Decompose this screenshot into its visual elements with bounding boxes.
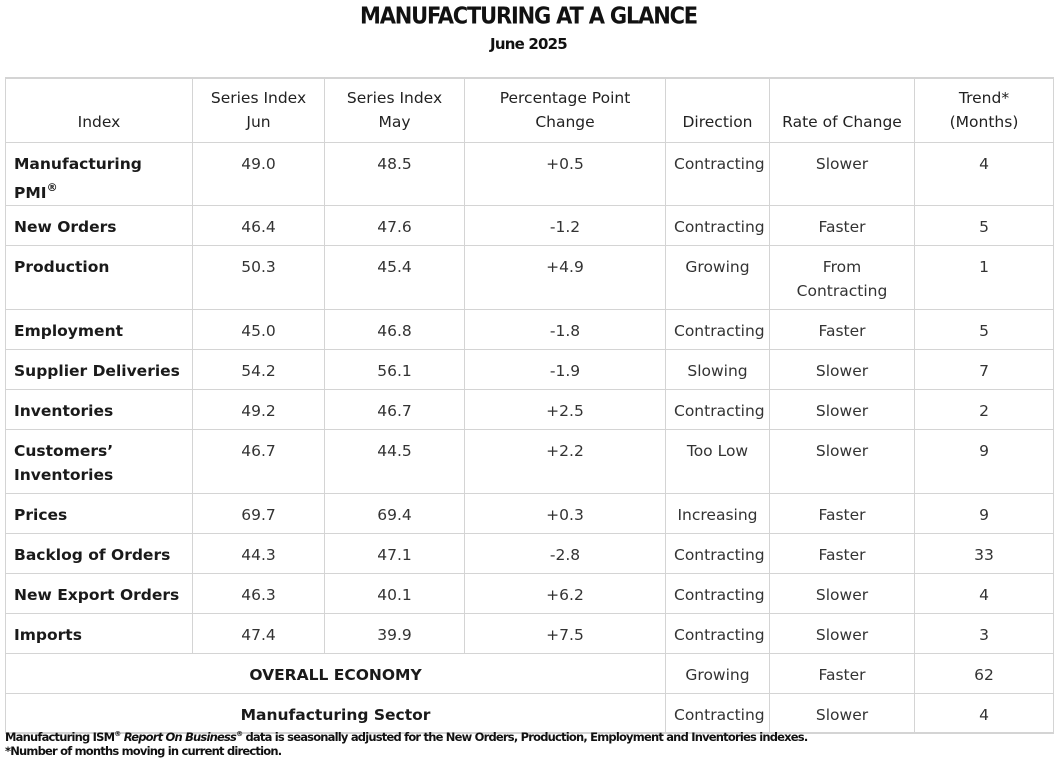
- cell-direction: Contracting: [666, 693, 770, 733]
- cell-trend: 33: [915, 533, 1054, 573]
- header-change: Percentage Point Change: [465, 78, 666, 142]
- table-header-row: [6, 78, 1054, 142]
- cell-change: -1.8: [465, 309, 666, 349]
- summary-row-overall-economy: [6, 653, 1054, 693]
- header-direction: Direction: [666, 78, 770, 142]
- row-index-label: Inventories: [6, 389, 193, 429]
- page-title: MANUFACTURING AT A GLANCE: [360, 3, 697, 29]
- cell-direction: Contracting: [666, 533, 770, 573]
- cell-direction: Contracting: [666, 613, 770, 653]
- table-row: [6, 389, 1054, 429]
- cell-jun: 50.3: [193, 245, 325, 309]
- header-series-may: Series Index May: [325, 78, 465, 142]
- summary-label: Manufacturing Sector: [6, 693, 666, 733]
- cell-direction: Contracting: [666, 205, 770, 245]
- cell-jun: 45.0: [193, 309, 325, 349]
- cell-jun: 46.4: [193, 205, 325, 245]
- cell-jun: 46.3: [193, 573, 325, 613]
- table-row: [6, 533, 1054, 573]
- cell-trend: 9: [915, 493, 1054, 533]
- cell-change: +2.5: [465, 389, 666, 429]
- cell-rate: Faster: [770, 493, 915, 533]
- cell-may: 69.4: [325, 493, 465, 533]
- cell-direction: Contracting: [666, 309, 770, 349]
- cell-may: 40.1: [325, 573, 465, 613]
- cell-change: +4.9: [465, 245, 666, 309]
- cell-jun: 54.2: [193, 349, 325, 389]
- cell-rate: Faster: [770, 309, 915, 349]
- table-row: [6, 142, 1054, 205]
- cell-rate: Slower: [770, 349, 915, 389]
- cell-rate: Slower: [770, 573, 915, 613]
- cell-trend: 4: [915, 573, 1054, 613]
- cell-trend: 1: [915, 245, 1054, 309]
- summary-label: OVERALL ECONOMY: [6, 653, 666, 693]
- row-index-label: New Export Orders: [6, 573, 193, 613]
- cell-trend: 4: [915, 693, 1054, 733]
- manufacturing-table: [5, 77, 1054, 734]
- cell-rate: Slower: [770, 613, 915, 653]
- cell-may: 45.4: [325, 245, 465, 309]
- header-rate: Rate of Change: [770, 78, 915, 142]
- table-row: [6, 309, 1054, 349]
- cell-change: +2.2: [465, 429, 666, 493]
- cell-may: 46.8: [325, 309, 465, 349]
- cell-may: 39.9: [325, 613, 465, 653]
- cell-direction: Increasing: [666, 493, 770, 533]
- cell-change: +7.5: [465, 613, 666, 653]
- cell-jun: 49.0: [193, 142, 325, 205]
- table-row: [6, 349, 1054, 389]
- cell-jun: 44.3: [193, 533, 325, 573]
- cell-may: 56.1: [325, 349, 465, 389]
- cell-rate: Faster: [770, 533, 915, 573]
- table-row: [6, 429, 1054, 493]
- cell-change: +0.5: [465, 142, 666, 205]
- table-row: [6, 245, 1054, 309]
- row-index-label: Employment: [6, 309, 193, 349]
- row-index-label: Backlog of Orders: [6, 533, 193, 573]
- cell-rate: From Contracting: [770, 245, 915, 309]
- cell-rate: Slower: [770, 693, 915, 733]
- header-series-jun: Series Index Jun: [193, 78, 325, 142]
- cell-trend: 62: [915, 653, 1054, 693]
- cell-trend: 9: [915, 429, 1054, 493]
- table-row: [6, 205, 1054, 245]
- footnotes: [5, 727, 807, 758]
- row-index-label: Supplier Deliveries: [6, 349, 193, 389]
- cell-direction: Too Low: [666, 429, 770, 493]
- cell-direction: Growing: [666, 245, 770, 309]
- row-index-label: Prices: [6, 493, 193, 533]
- row-index-label: New Orders: [6, 205, 193, 245]
- cell-rate: Slower: [770, 389, 915, 429]
- cell-trend: 5: [915, 205, 1054, 245]
- cell-change: +0.3: [465, 493, 666, 533]
- cell-may: 47.1: [325, 533, 465, 573]
- cell-jun: 46.7: [193, 429, 325, 493]
- table-row: [6, 613, 1054, 653]
- cell-change: -1.9: [465, 349, 666, 389]
- cell-may: 46.7: [325, 389, 465, 429]
- row-index-label: Production: [6, 245, 193, 309]
- cell-rate: Slower: [770, 429, 915, 493]
- cell-trend: 3: [915, 613, 1054, 653]
- header-index: Index: [6, 78, 193, 142]
- footnote-seasonal: Manufacturing ISM® Report On Business® data is seasonally adjusted for the New Orders, Production, Employment and Inventories indexes.: [5, 730, 808, 744]
- cell-direction: Growing: [666, 653, 770, 693]
- header-trend: Trend* (Months): [915, 78, 1054, 142]
- cell-may: 44.5: [325, 429, 465, 493]
- cell-rate: Faster: [770, 205, 915, 245]
- row-index-label: Manufacturing PMI®: [6, 142, 193, 205]
- cell-trend: 7: [915, 349, 1054, 389]
- page-subtitle: June 2025: [490, 35, 567, 53]
- footnote-trend: *Number of months moving in current direction.: [5, 744, 282, 758]
- cell-may: 47.6: [325, 205, 465, 245]
- cell-jun: 47.4: [193, 613, 325, 653]
- cell-trend: 2: [915, 389, 1054, 429]
- cell-direction: Slowing: [666, 349, 770, 389]
- cell-change: -2.8: [465, 533, 666, 573]
- table-row: [6, 573, 1054, 613]
- cell-direction: Contracting: [666, 142, 770, 205]
- table-row: [6, 493, 1054, 533]
- cell-direction: Contracting: [666, 573, 770, 613]
- cell-trend: 4: [915, 142, 1054, 205]
- cell-jun: 49.2: [193, 389, 325, 429]
- cell-change: +6.2: [465, 573, 666, 613]
- row-index-label: Customers’ Inventories: [6, 429, 193, 493]
- cell-rate: Faster: [770, 653, 915, 693]
- cell-may: 48.5: [325, 142, 465, 205]
- row-index-label: Imports: [6, 613, 193, 653]
- cell-trend: 5: [915, 309, 1054, 349]
- cell-change: -1.2: [465, 205, 666, 245]
- cell-direction: Contracting: [666, 389, 770, 429]
- cell-rate: Slower: [770, 142, 915, 205]
- cell-jun: 69.7: [193, 493, 325, 533]
